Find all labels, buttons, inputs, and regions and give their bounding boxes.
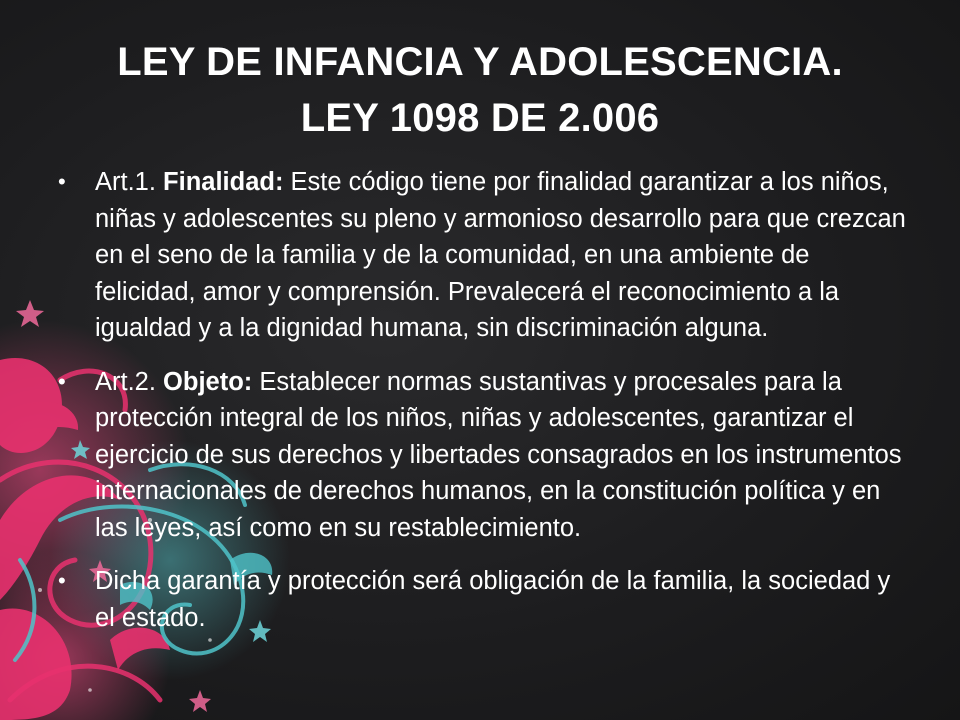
title-line-1: LEY DE INFANCIA Y ADOLESCENCIA.	[117, 40, 843, 84]
bullet-item-article-1	[56, 164, 916, 347]
article-2-text: Establecer normas sustantivas y procesales para la protección integral de los niños, niñas y adolescentes, garantizar el ejercicio de sus derechos y libertades consagrados en los instrumentos internacionales de derechos humanos, en la constitución política y en las leyes, así como en su restablecimiento.	[95, 367, 902, 542]
article-2-prefix: Art.2.	[95, 367, 164, 396]
bullet-icon: •	[58, 169, 66, 194]
article-1-prefix: Art.1.	[95, 168, 164, 196]
bullet-item-article-2	[56, 364, 916, 547]
bullet-list	[56, 164, 916, 653]
article-1-label: Finalidad:	[163, 168, 284, 196]
slide-title	[40, 34, 920, 146]
bullet-icon: •	[58, 368, 66, 394]
title-line-2: LEY 1098 DE 2.006	[300, 96, 660, 140]
article-2-label: Objeto:	[163, 367, 253, 396]
bullet-item-guarantee	[56, 563, 916, 636]
guarantee-text: Dicha garantía y protección será obligación de la familia, la sociedad y el estado.	[95, 567, 891, 632]
article-1-text: Este código tiene por finalidad garantizar a los niños, niñas y adolescentes su pleno y armonioso desarrollo para que crezcan en el seno de la familia y de la comunidad, en una ambiente de felicidad, amor y comprensión. Prevalecerá el reconocimiento a la igualdad y a la dignidad humana, sin discriminación alguna.	[95, 168, 906, 342]
bullet-icon: •	[58, 568, 66, 593]
